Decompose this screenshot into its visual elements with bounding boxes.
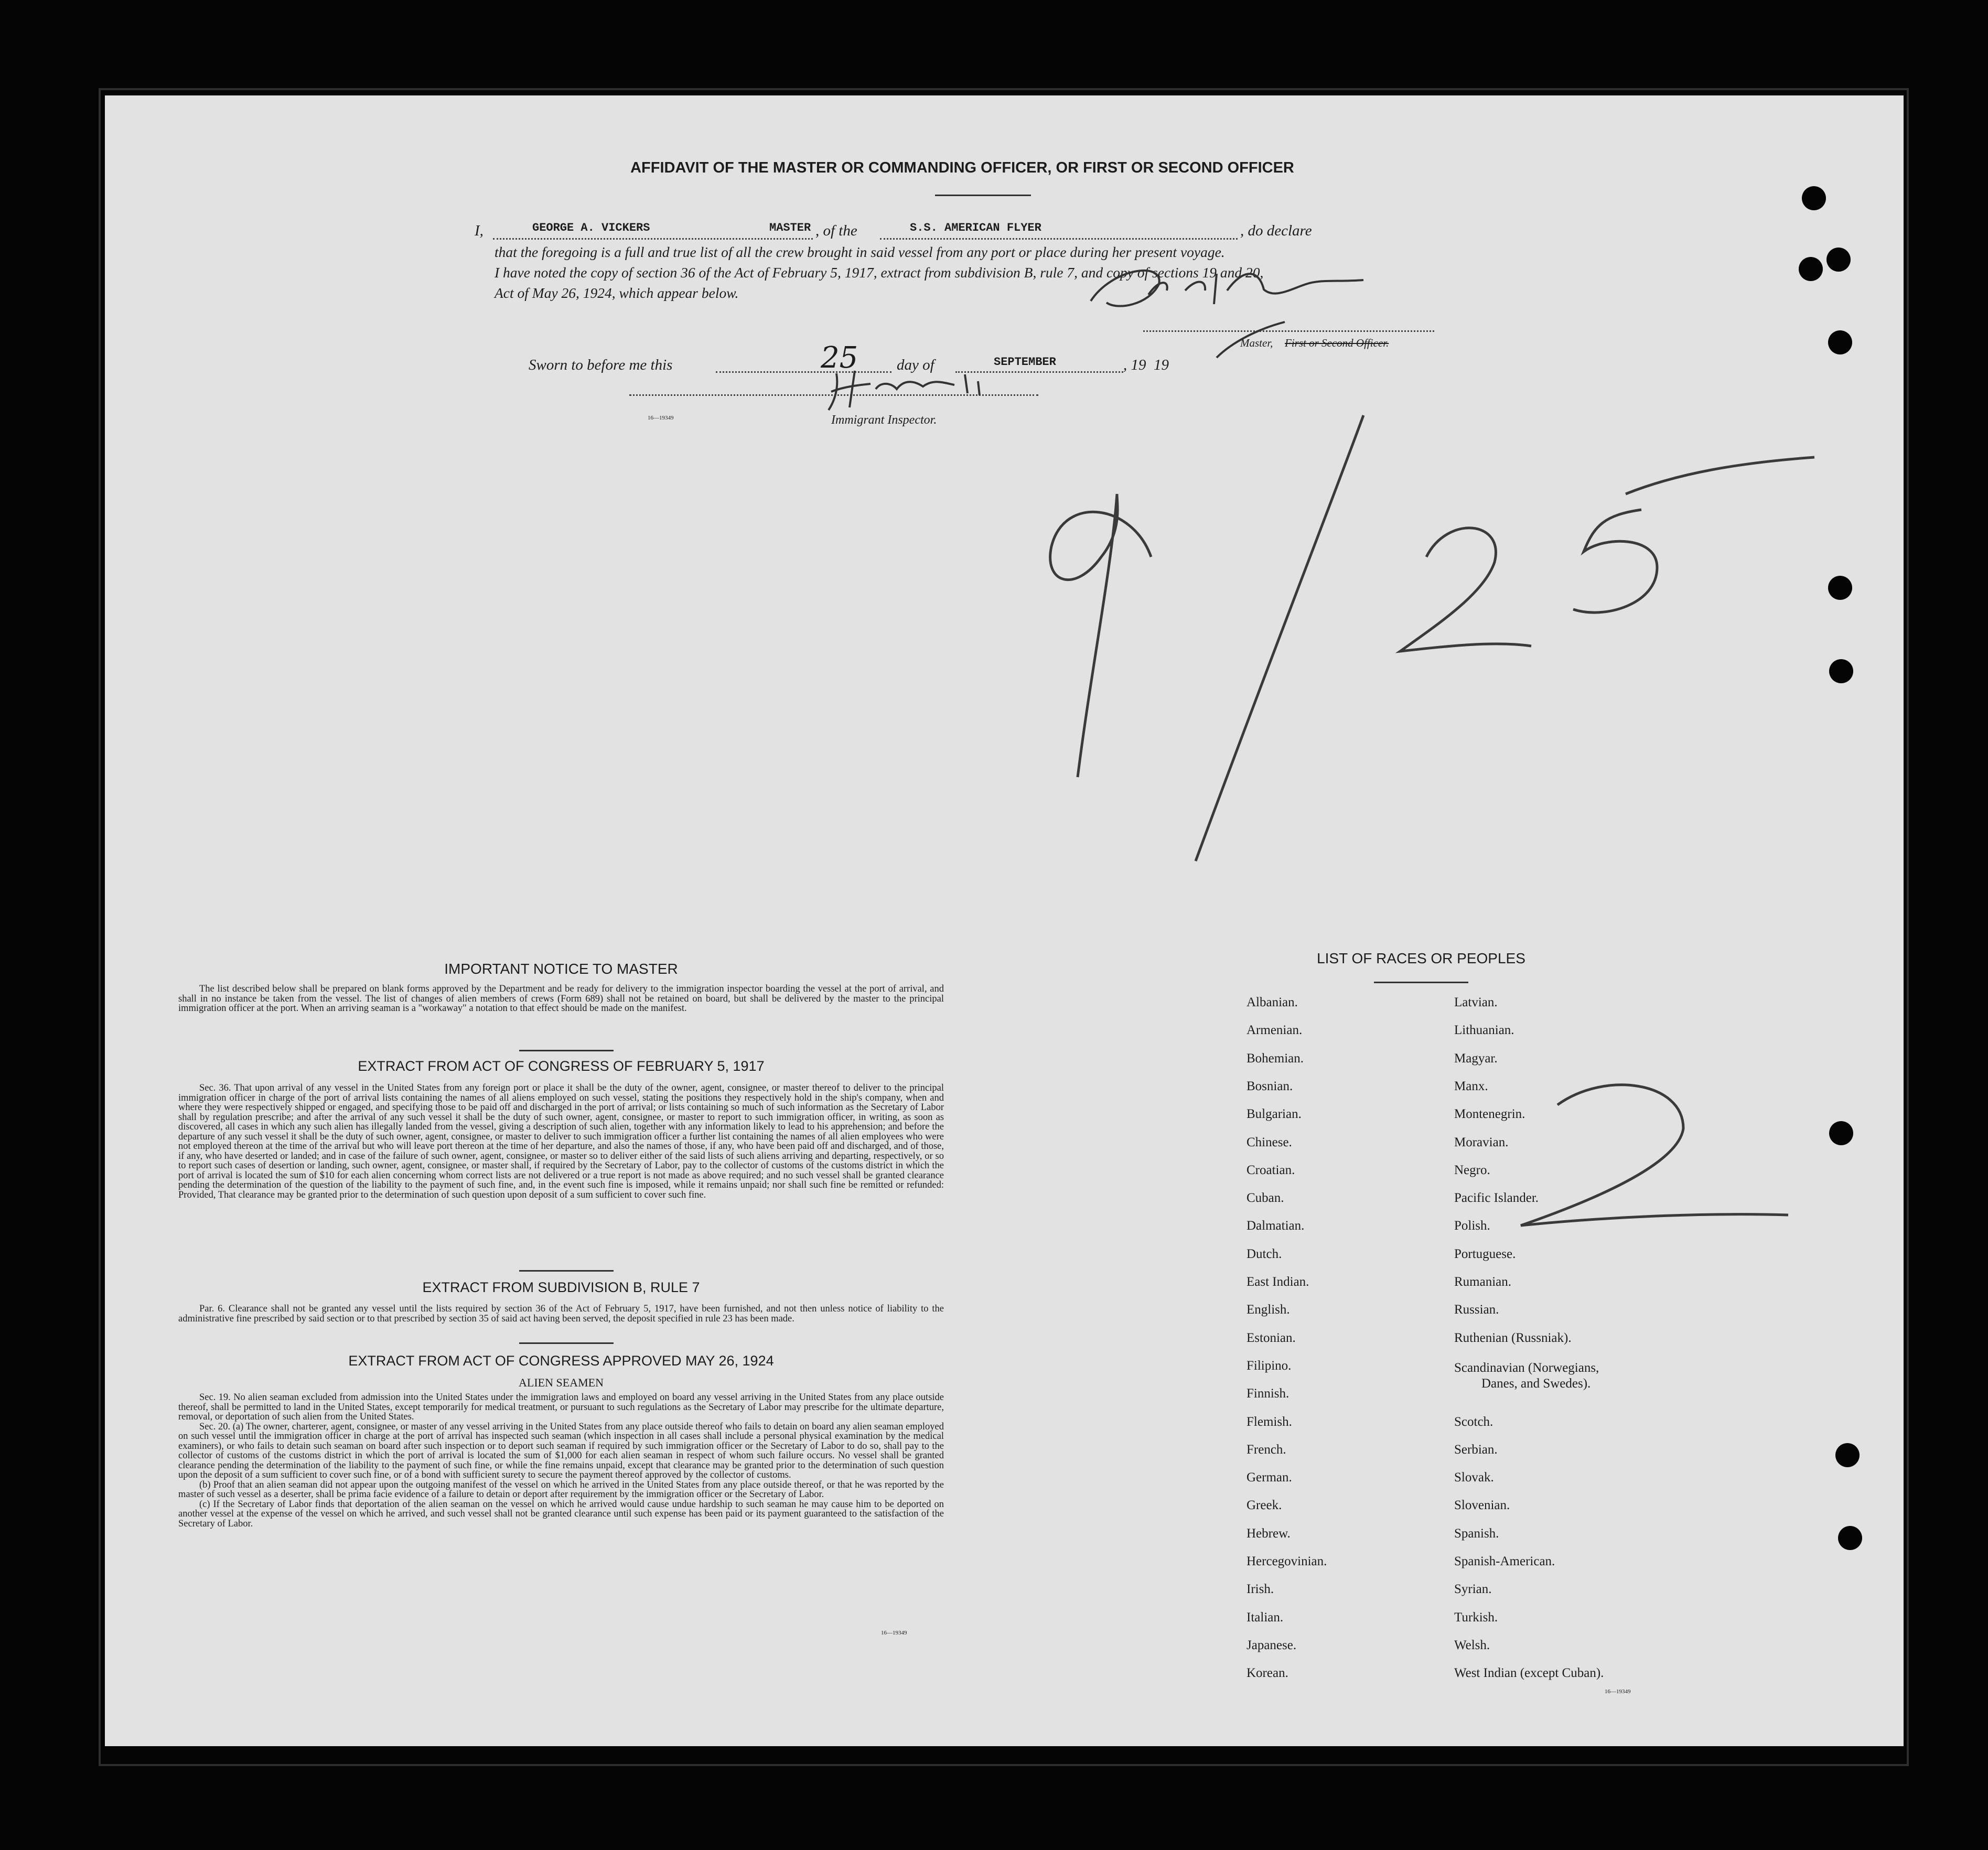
race-item: Polish. <box>1454 1219 1490 1233</box>
vessel-name: S.S. AMERICAN FLYER <box>910 221 1041 234</box>
race-item: Magyar. <box>1454 1051 1498 1066</box>
extract-1917-text: Sec. 36. That upon arrival of any vessel in the United States from any foreign port or place it shall be the duty of the owner, agent, consignee, or master thereof to deliver to the principal immigration officer in charge of the port of arrival lists containing the names of all aliens employed on such vessel, stating the positions they respectively hold in the ship's company, when and where they were respectively shipped or engaged, and specifying those to be paid off and discharged in the port of arrival; or lists containing so much of such information as the Secretary of Labor shall by regulation prescribe; and after the arrival of any such vessel it shall be the duty of such owner, agent, consignee, or master to report to such immigration officer, in writing, as soon as discovered, all cases in which any such alien has illegally landed from the vessel, giving a description of such alien, together with any information likely to lead to his apprehension; and before the departure of any such vessel it shall be the duty of such owner, agent, consignee, or master to deliver to such immigration officer a further list containing the names of all alien employees who were not employed thereon at the time of the arrival but who will leave port thereon at the time of her departure, and also the names of those, if any, who have been paid off and discharged, and of those, if any, who have deserted or landed; and in case of the failure of such owner, agent, consignee, or master so to deliver either of the said lists of such aliens arriving and departing, respectively, or so to report such cases of desertion or landing, such owner, agent, consignee, or master shall, if required by the Secretary of Labor, pay to the collector of customs of the customs district in which the port of arrival is located the sum of $10 for each alien concerning whom correct lists are not delivered or a true report is not made as above required; and no such vessel shall be granted clearance pending the determination of the question of the liability to the payment of such fine, and, in the event such fine is imposed, while it remains unpaid; nor shall such fine be remitted or refunded: Provided, That clearance may be granted prior to the determination of such question upon deposit of a sum sufficient to cover such fine. <box>178 1083 944 1200</box>
race-item: Spanish. <box>1454 1526 1499 1541</box>
race-item: Scandinavian (Norwegians, <box>1454 1360 1599 1375</box>
notice-title: IMPORTANT NOTICE TO MASTER <box>444 961 678 977</box>
race-item: Dutch. <box>1246 1246 1282 1261</box>
officer-rank: MASTER <box>769 221 811 234</box>
punch-hole <box>1829 1121 1853 1145</box>
race-item: Croatian. <box>1246 1163 1295 1177</box>
race-item: Bohemian. <box>1246 1051 1304 1066</box>
race-item: Bosnian. <box>1246 1079 1293 1093</box>
race-item: West Indian (except Cuban). <box>1454 1666 1604 1681</box>
race-item: Albanian. <box>1246 995 1298 1009</box>
race-item: Japanese. <box>1246 1638 1297 1652</box>
affidavit-title: AFFIDAVIT OF THE MASTER OR COMMANDING OFFICER, OR FIRST OR SECOND OFFICER <box>630 159 1294 176</box>
declaration-line-2: that the foregoing is a full and true list of all the crew brought in said vessel from any port or place during her present voyage. <box>495 244 1225 260</box>
date-mark-9 <box>1050 494 1151 777</box>
race-item: Armenian. <box>1246 1023 1303 1038</box>
declaration-line-3: I have noted the copy of section 36 of the Act of February 5, 1917, extract from subdivision B, rule 7, and copy of sections 19 and 20, <box>495 264 1264 281</box>
race-item: Turkish. <box>1454 1610 1498 1625</box>
date-mark-2 <box>1400 528 1531 651</box>
punch-hole <box>1802 186 1826 210</box>
race-item: Ruthenian (Russniak). <box>1454 1330 1572 1345</box>
page-mark-2 <box>1521 1085 1788 1225</box>
section-20b-text: (b) Proof that an alien seaman did not appear upon the outgoing manifest of the vessel on which he arrived in the United States from any place outside thereof, or that he was reported by the master of such vessel as a deserter, shall be prima facie evidence of a failure to detain or deport after requirement by the immigration officer or the Secretary of Labor. <box>178 1479 944 1500</box>
race-item: Cuban. <box>1246 1191 1284 1206</box>
date-mark-5 <box>1573 510 1657 612</box>
inspector-caption: Immigrant Inspector. <box>831 413 937 427</box>
race-item: Montenegrin. <box>1454 1107 1525 1122</box>
notice-text: The list described below shall be prepared on blank forms approved by the Department and be ready for delivery to the immigration inspector boarding the vessel at the port of arrival, and shall in no instance be taken from the vessel. The list of changes of alien members of crews (Form 689) shall not be retained on board, but shall be delivered by the master to the principal immigration officer at the port. When an arriving seaman is a "workaway" a notation to that effect should be made on the manifest. <box>178 984 944 1014</box>
document-page <box>105 95 1904 1746</box>
rule7-title: EXTRACT FROM SUBDIVISION B, RULE 7 <box>422 1279 700 1295</box>
punch-hole <box>1828 330 1852 354</box>
date-mark-stroke <box>1626 457 1814 494</box>
master-signature-icon <box>1091 271 1363 358</box>
declaration-i: I, <box>475 222 483 239</box>
race-item: Estonian. <box>1246 1330 1296 1345</box>
race-item: Welsh. <box>1454 1638 1490 1652</box>
year-suffix: 19 <box>1154 357 1169 373</box>
race-item: Portuguese. <box>1454 1246 1516 1261</box>
race-item: Italian. <box>1246 1610 1284 1625</box>
race-item: Syrian. <box>1454 1582 1492 1597</box>
race-item: Hercegovinian. <box>1246 1554 1327 1568</box>
inspector-signature-icon <box>829 371 980 410</box>
year-prefix: , 19 <box>1123 357 1146 373</box>
race-item: German. <box>1246 1470 1292 1485</box>
race-item: East Indian. <box>1246 1275 1309 1289</box>
punch-hole <box>1829 659 1853 683</box>
race-item: Dalmatian. <box>1246 1219 1305 1233</box>
race-item: Scotch. <box>1454 1414 1493 1429</box>
race-item: Moravian. <box>1454 1135 1509 1149</box>
master-name: GEORGE A. VICKERS <box>532 221 650 234</box>
sworn-month: SEPTEMBER <box>994 356 1056 369</box>
race-item: Flemish. <box>1246 1414 1292 1429</box>
signature-caption-struck: First or Second Officer. <box>1285 337 1389 349</box>
race-item: Greek. <box>1246 1498 1282 1513</box>
race-item: Latvian. <box>1454 995 1498 1009</box>
signature-caption-master: Master, <box>1240 337 1273 349</box>
race-item: Danes, and Swedes). <box>1481 1376 1591 1391</box>
day-of-label: day of <box>897 357 934 373</box>
race-item: Hebrew. <box>1246 1526 1291 1541</box>
sworn-label: Sworn to before me this <box>529 357 673 373</box>
affidavit-form-number: 16—19349 <box>648 415 674 421</box>
race-item: Lithuanian. <box>1454 1023 1514 1038</box>
races-form-number: 16—19349 <box>1605 1688 1631 1695</box>
sworn-day: 25 <box>821 341 858 375</box>
race-item: Serbian. <box>1454 1442 1498 1457</box>
punch-hole <box>1835 1443 1860 1467</box>
race-item: English. <box>1246 1303 1290 1317</box>
do-declare-label: , do declare <box>1240 222 1312 239</box>
race-item: French. <box>1246 1442 1286 1457</box>
race-item: Bulgarian. <box>1246 1107 1302 1122</box>
race-item: Filipino. <box>1246 1358 1292 1373</box>
punch-hole <box>1838 1526 1862 1550</box>
races-title: LIST OF RACES OR PEOPLES <box>1317 950 1525 966</box>
rule7-text: Par. 6. Clearance shall not be granted any vessel until the lists required by section 36 of the Act of February 5, 1917, have been furnished, and not then unless notice of liability to the administrative fine prescribed by said section or to that prescribed by section 35 of said act having been served, the deposit specified in rule 23 has been made. <box>178 1304 944 1324</box>
section-20c-text: (c) If the Secretary of Labor finds that deportation of the alien seaman on the vessel on which he arrived would cause undue hardship to such seaman he may cause him to be deported on another vessel at the expense of the vessel on which he arrived, and such vessel shall not be granted clearance until such expense has been paid or its payment guaranteed to the satisfaction of the Secretary of Labor. <box>178 1499 944 1529</box>
race-item: Negro. <box>1454 1163 1490 1177</box>
race-item: Slovak. <box>1454 1470 1494 1485</box>
punch-hole <box>1826 248 1851 272</box>
extract-form-number: 16—19349 <box>881 1630 907 1636</box>
extract-1917-title: EXTRACT FROM ACT OF CONGRESS OF FEBRUARY 5, 1917 <box>358 1058 765 1074</box>
punch-hole <box>1799 257 1823 281</box>
race-item: Chinese. <box>1246 1135 1292 1149</box>
handwriting-overlay <box>105 95 1904 1746</box>
date-mark-slash <box>1196 415 1363 861</box>
race-item: Manx. <box>1454 1079 1488 1093</box>
race-item: Russian. <box>1454 1303 1499 1317</box>
section-19-text: Sec. 19. No alien seaman excluded from admission into the United States under the immigration laws and employed on board any vessel arriving in the United States from any place outside thereof, shall be permitted to land in the United States, except temporarily for medical treatment, or pursuant to such regulations as the Secretary of Labor may prescribe for the ultimate departure, removal, or deportation of such alien from the United States. <box>178 1392 944 1422</box>
punch-hole <box>1828 576 1852 600</box>
extract-1924-subtitle: ALIEN SEAMEN <box>519 1376 604 1389</box>
of-the-label: , of the <box>815 222 857 239</box>
race-item: Spanish-American. <box>1454 1554 1555 1568</box>
section-20a-text: Sec. 20. (a) The owner, charterer, agent, consignee, or master of any vessel arriving in the United States from any place outside thereof who fails to detain on board any alien seaman employed on such vessel until the immigration officer in charge at the port of arrival has inspected such seaman (which inspection in all cases shall include a personal physical examination by the medical examiners), or who fails to detain such seaman on board after such inspection or to deport such seaman if required by such immigration officer or the Secretary of Labor to do so, shall pay to the collector of customs of the customs district in which the port of arrival is located the sum of $1,000 for each alien seaman in respect of whom such failure occurs. No vessel shall be granted clearance pending the determination of the liability to the payment of such fine, or while the fine remains unpaid, except that clearance may be granted prior to the determination of such question upon the deposit of a sum sufficient to cover such fine, or of a bond with sufficient surety to secure the payment thereof approved by the collector of customs. <box>178 1421 944 1480</box>
race-item: Irish. <box>1246 1582 1274 1597</box>
race-item: Pacific Islander. <box>1454 1191 1539 1206</box>
declaration-line-4: Act of May 26, 1924, which appear below. <box>495 285 739 301</box>
race-item: Finnish. <box>1246 1386 1289 1401</box>
race-item: Korean. <box>1246 1666 1288 1681</box>
extract-1924-title: EXTRACT FROM ACT OF CONGRESS APPROVED MAY 26, 1924 <box>348 1353 774 1369</box>
race-item: Rumanian. <box>1454 1275 1512 1289</box>
race-item: Slovenian. <box>1454 1498 1510 1513</box>
